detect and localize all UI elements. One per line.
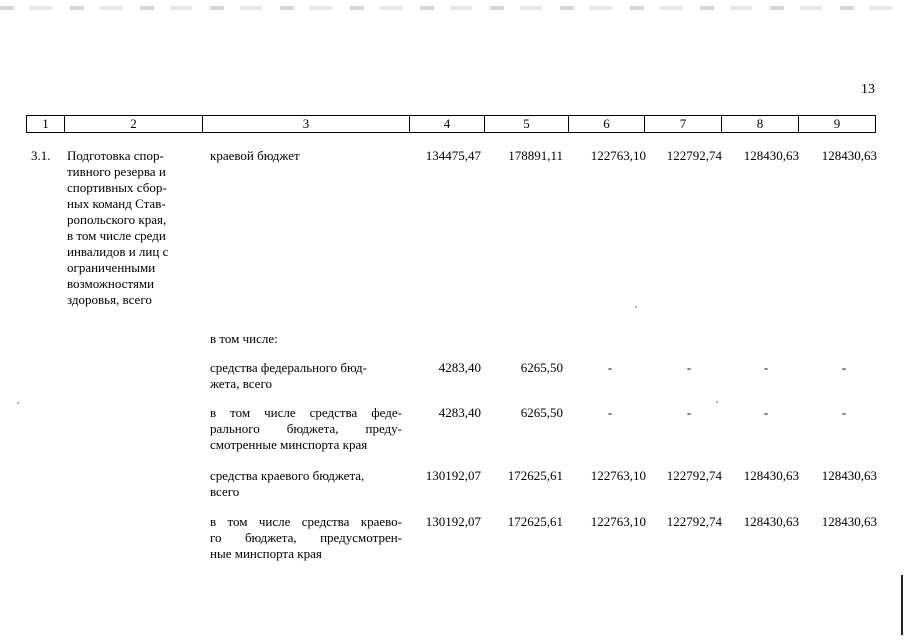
scan-edge-mark (901, 575, 903, 635)
value-col-7: - (686, 405, 692, 420)
description-line: ропольского края, (67, 212, 167, 227)
value-col-7: 122792,74 (666, 468, 722, 483)
description-line: инвалидов и лиц с (67, 244, 169, 259)
value-col-9: 128430,63 (821, 468, 877, 483)
value-col-8: 128430,63 (743, 514, 799, 529)
source-line: всего (210, 484, 240, 499)
header-col-3: 3 (203, 116, 410, 132)
value-col-4: 4283,40 (438, 360, 481, 375)
header-col-4: 4 (410, 116, 485, 132)
source-line: жета, всего (210, 376, 272, 391)
value-col-8: - (763, 360, 769, 375)
value-col-5: 6265,50 (520, 405, 563, 420)
source-line: в том числе средства феде- (210, 405, 402, 420)
header-col-6: 6 (569, 116, 645, 132)
value-col-7: 122792,74 (666, 148, 722, 163)
header-col-5: 5 (485, 116, 569, 132)
description-line: спортивных сбор- (67, 180, 167, 195)
value-col-5: 172625,61 (507, 468, 563, 483)
value-col-9: - (841, 360, 847, 375)
value-col-6: 122763,10 (590, 468, 646, 483)
value-col-4: 4283,40 (438, 405, 481, 420)
header-col-2: 2 (65, 116, 203, 132)
value-col-4: 130192,07 (425, 514, 481, 529)
value-col-8: 128430,63 (743, 468, 799, 483)
source-line: ные минспорта края (210, 546, 322, 561)
source-line: краевой бюджет (210, 148, 300, 163)
header-col-9: 9 (833, 116, 841, 131)
description-line: Подготовка спор- (67, 148, 164, 163)
description-line: ограниченными (67, 260, 156, 275)
value-col-7: - (686, 360, 692, 375)
source-line: смотренные минспорта края (210, 437, 368, 452)
description-line: в том числе среди (67, 228, 166, 243)
value-col-9: 128430,63 (821, 148, 877, 163)
source-line: средства федерального бюд- (210, 360, 367, 375)
value-col-9: 128430,63 (821, 514, 877, 529)
scan-artifact-top (0, 6, 905, 10)
item-description (67, 148, 199, 308)
source-line: в том числе: (210, 331, 278, 346)
source-line: го бюджета, предусмотрен- (210, 530, 402, 545)
header-col-7: 7 (645, 116, 722, 132)
source-line: средства краевого бюджета, (210, 468, 365, 483)
value-col-6: 122763,10 (590, 148, 646, 163)
value-col-4: 130192,07 (425, 468, 481, 483)
value-col-9: - (841, 405, 847, 420)
table-row-source (210, 514, 402, 562)
value-col-7: 122792,74 (666, 514, 722, 529)
value-col-6: - (607, 405, 613, 420)
table-row-source (210, 148, 402, 164)
scan-speck (635, 306, 637, 308)
source-line: рального бюджета, преду- (210, 421, 402, 436)
table-row-source (210, 468, 402, 500)
value-col-6: - (607, 360, 613, 375)
scan-speck (716, 401, 718, 403)
value-col-8: - (763, 405, 769, 420)
value-col-4: 134475,47 (425, 148, 481, 163)
table-header-row (26, 115, 876, 133)
header-col-1: 1 (27, 116, 65, 132)
table-row-source (210, 360, 402, 392)
value-col-8: 128430,63 (743, 148, 799, 163)
scan-speck (17, 402, 19, 404)
value-col-5: 6265,50 (520, 360, 563, 375)
table-row-source (210, 331, 402, 347)
source-line: в том числе средства краево- (210, 514, 402, 529)
table-row-source (210, 405, 402, 453)
value-col-5: 172625,61 (507, 514, 563, 529)
description-line: тивного резерва и (67, 164, 166, 179)
description-line: ных команд Став- (67, 196, 166, 211)
description-line: здоровья, всего (67, 292, 152, 307)
header-col-8: 8 (722, 116, 799, 132)
page-number: 13 (861, 82, 875, 97)
value-col-6: 122763,10 (590, 514, 646, 529)
value-col-5: 178891,11 (508, 148, 563, 163)
description-line: возможностями (67, 276, 155, 291)
item-number: 3.1. (31, 148, 51, 163)
